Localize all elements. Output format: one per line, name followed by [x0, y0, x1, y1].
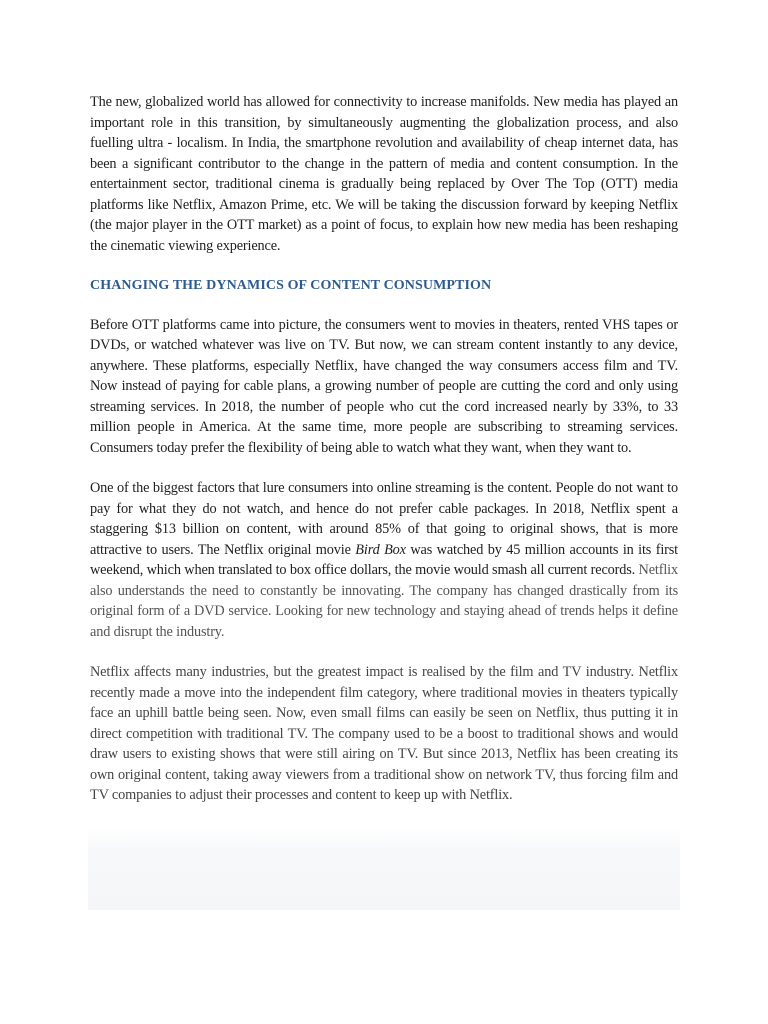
movie-title-bird-box: Bird Box — [355, 541, 406, 558]
section-heading: CHANGING THE DYNAMICS OF CONTENT CONSUMPTION — [90, 278, 492, 293]
paragraph-content-text-3: Netflix also understands the need to constantly be innovating. The company has changed drastically from its original form of a DVD service. Looking for new technology and staying ahead of trends helps it define and disrupt the industry. — [90, 562, 678, 640]
document-body — [90, 92, 678, 826]
shaded-block — [88, 826, 680, 910]
paragraph-content-factor — [90, 478, 678, 642]
paragraph-intro: The new, globalized world has allowed for connectivity to increase manifolds. New media has played an important role in this transition, by simultaneously augmenting the globalization process, and also fuelling ultra - localism. In India, the smartphone revolution and availability of cheap internet data, has been a significant contributor to the change in the pattern of media and content consumption. In the entertainment sector, traditional cinema is gradually being replaced by Over The Top (OTT) media platforms like Netflix, Amazon Prime, etc. We will be taking the discussion forward by keeping Netflix (the major player in the OTT market) as a point of focus, to explain how new media has been reshaping the cinematic viewing experience. — [90, 94, 678, 254]
paragraph-content-text-2: was watched by 45 million accounts in its first weekend, which when translated to box office dollars, the movie would smash all current records. — [90, 541, 678, 578]
paragraph-ott-shift: Before OTT platforms came into picture, the consumers went to movies in theaters, rented VHS tapes or DVDs, or watched whatever was live on TV. But now, we can stream content instantly to any device, anywhere. These platforms, especially Netflix, have changed the way consumers access film and TV. Now instead of paying for cable plans, a growing number of people are cutting the cord and only using streaming services. In 2018, the number of people who cut the cord increased nearly by 33%, to 33 million people in America. At the same time, more people are subscribing to streaming services. Consumers today prefer the flexibility of being able to watch what they want, when they want to. — [90, 316, 678, 456]
paragraph-content-text-1: One of the biggest factors that lure consumers into online streaming is the content. People do not want to pay for what they do not watch, and hence do not prefer cable packages. In 2018, Netflix spent a staggering $13 billion on content, with around 85% of that going to original shows, that is more attractive to users. The Netflix original movie — [90, 480, 678, 558]
paragraph-industry-impact: Netflix affects many industries, but the greatest impact is realised by the film and TV industry. Netflix recently made a move into the independent film category, where traditional movies in theaters typically face an uphill battle being seen. Now, even small films can easily be seen on Netflix, thus putting it in direct competition with traditional TV. The company used to be a boost to traditional shows and would draw users to existing shows that were still airing on TV. But since 2013, Netflix has been creating its own original content, taking away viewers from a traditional show on network TV, thus forcing film and TV companies to adjust their processes and content to keep up with Netflix. — [90, 664, 678, 803]
